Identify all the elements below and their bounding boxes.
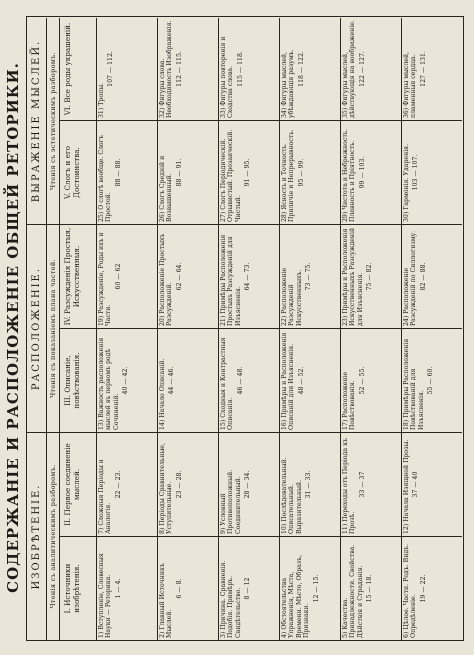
lesson-text: 15) Сходныя и Контрастныя Описанія. (220, 337, 235, 430)
page-range: 46 — 48. (236, 366, 244, 395)
table-cell (341, 328, 402, 432)
table-cell (402, 328, 462, 432)
table-cell (280, 224, 341, 328)
lesson-text: 9) Условный Противоположный. Соединительный. (220, 469, 242, 534)
lesson-text: 4) Обстоятельства Упражненія, Мѣста, Времени. Мѣсто, Образъ, Признаки. (281, 554, 311, 638)
reading-row-aesthetic: Чтенія съ эстетическимъ разборомъ. (47, 18, 60, 224)
section-header-arrangement: РАСПОЛОЖЕНІЕ. (27, 224, 47, 432)
column-heading-5: V. Слогъ и его Достоинства. (60, 120, 97, 224)
lesson-text: 1) Вступленіе, Словесныя Науки — Реторика. (98, 553, 113, 638)
table-cell (219, 328, 280, 432)
table-cell (219, 432, 280, 536)
lesson-text: 3) Причина. Сравненія. Подобія. Примѣръ. Свидѣтельство. (220, 560, 242, 638)
table-cell (219, 120, 280, 224)
lesson-text: 25) О слогѣ вообще. Слогъ Простой. (98, 135, 113, 222)
table-cell (341, 432, 402, 536)
page-range: 44 — 46. (168, 366, 176, 395)
column-heading-3: III. Описаніе, повѣствованія. (60, 328, 97, 432)
page-range: 15 — 18. (366, 574, 374, 603)
lesson-text: 17) Расположеніе Повѣствованія. (342, 371, 357, 430)
page-range: 1 — 4. (114, 578, 122, 599)
page-range: 82 — 88. (419, 262, 427, 291)
table-cell (341, 224, 402, 328)
page-range: 52 — 55. (358, 366, 366, 395)
lesson-text: 5) Качества. Принадлежности. Свойства. Дѣйствія и Страданія. (342, 544, 364, 638)
table-cell (280, 536, 341, 640)
table-cell (402, 536, 462, 640)
page-range: 8 — 12 (244, 577, 252, 600)
lesson-text: 24) Расположеніе Разсужденій по Силлогизму. (403, 230, 418, 326)
lesson-text: 18) Примѣры Расположенія Повѣствованій для Изъясненія. (403, 338, 425, 430)
section-header-expression: ВЫРАЖЕНІЕ МЫСЛЕЙ. (27, 18, 47, 224)
page-title: СОДЕРЖАНІЕ И РАСПОЛОЖЕНІЕ ОБЩЕЙ РЕТОРИКИ. (4, 62, 22, 593)
lesson-text: 27) Слогъ Періодическій. Отрывистый. Прозаическій. Чистый. (220, 129, 242, 222)
table-cell (219, 536, 280, 640)
page-range: 88 — 88. (114, 158, 122, 187)
page-range: 73 — 75. (305, 262, 313, 291)
table-cell (97, 224, 158, 328)
column-heading-1: I. Источники изобрѣтенія. (60, 536, 97, 640)
lesson-text: 30) Гармонія. Ударенія. (403, 143, 410, 222)
page-range: 62 — 64. (175, 262, 183, 291)
page-range: 55 — 60. (427, 366, 435, 395)
column-heading-6: VI. Все роды украшеній. (60, 18, 97, 120)
page-range: 91 — 95. (244, 158, 252, 187)
table-cell (97, 18, 158, 120)
lesson-text: 22) Расположеніе Разсужденій Искусственныхъ. (281, 267, 303, 326)
page-range: 6 — 8. (175, 578, 183, 599)
page-range: 31 — 33. (305, 470, 313, 499)
page-range: 37 — 40 (412, 471, 420, 498)
page-range: 88 — 91. (175, 158, 183, 187)
contents-table (26, 16, 464, 641)
table-cell (158, 120, 219, 224)
page-range: 12 — 15. (312, 574, 320, 603)
lesson-text: 31) Тропы. (98, 82, 105, 118)
page-range: 75 — 82. (366, 262, 374, 291)
lesson-text: 36) Фигуры мыслей, пламенныя сердца. (403, 51, 418, 118)
page-range: 64 — 73. (244, 262, 252, 291)
table-cell (158, 536, 219, 640)
table-cell (158, 328, 219, 432)
table-cell (402, 18, 462, 120)
page-range: 33 — 37 (358, 471, 366, 498)
lesson-text: 16) Примѣры и Расположенія Описаній для Изъясненія. (281, 332, 296, 430)
lesson-text: 35) Фигуры мыслей, дѣйствующія на воображеніе. (342, 20, 357, 118)
lesson-text: 8) Періоды Сравнительные, Уступительные. (159, 443, 174, 534)
table-cell (341, 536, 402, 640)
page-range: 48 — 52. (297, 366, 305, 395)
table-cell (402, 224, 462, 328)
page-range: 127 — 131. (419, 51, 427, 87)
lesson-text: 7) Сложныя Періоды и Аналогія. (98, 459, 113, 534)
lesson-text: 33) Фигуры повторенія и Сходства слова. (220, 36, 235, 118)
column-heading-4: IV. Разсужденія Простыя, Искусственныя. (60, 224, 97, 328)
page-range: 122 — 127. (358, 51, 366, 87)
table-cell (97, 120, 158, 224)
page-range: 103 — 107. (412, 154, 420, 191)
lesson-text: 29) Чистота и Небрежность. Плавность и Пріятность. (342, 128, 357, 222)
lesson-text: 32) Фигуры слова. Необходимость Изображенія. (159, 20, 174, 118)
lesson-text: 21) Примѣры Расположенія Простыхъ Разсужденій для Изъясненія. (220, 234, 242, 326)
lesson-text: 28) Ясность и Точность. Приличіе и Непрерывность. (281, 129, 296, 222)
lesson-text: 26) Слогъ Средній и Возвышенный. (159, 155, 174, 222)
lesson-text: 14) Начало Описаній. (159, 358, 166, 430)
table-cell (219, 18, 280, 120)
page-range: 23 — 28. (175, 470, 183, 499)
table-cell (97, 328, 158, 432)
lesson-text: 19) Разсужденіе, Роды ихъ и Части. (98, 232, 113, 326)
page-range: 118 — 122. (297, 51, 305, 87)
table-cell (158, 18, 219, 120)
column-heading-2: II. Первое соединеніе мыслей. (60, 432, 97, 536)
table-cell (280, 18, 341, 120)
lesson-text: 11) Переходы отъ Періода къ Прозѣ. (342, 438, 357, 534)
section-header-invention: ИЗОБРѢТЕНІЕ. (27, 432, 47, 640)
lesson-text: 23) Примѣры и Расположенія Искусственныхъ Разсужденій для Изъясненія. (342, 227, 364, 326)
page-range: 95 — 99. (297, 158, 305, 187)
lesson-text: 13) Важность расположенія мыслей въ первомъ родѣ Сочиненій. (98, 337, 120, 430)
lesson-text: 20) Расположеніе Простыхъ Разсужденій. (159, 233, 174, 326)
table-cell (158, 224, 219, 328)
table-cell (402, 120, 462, 224)
table-cell (280, 120, 341, 224)
table-cell (402, 432, 462, 536)
table-cell (280, 432, 341, 536)
page-range: 115 — 118. (236, 51, 244, 87)
lesson-text: 6) Цѣлое. Части. Родъ. Видъ. Опредѣленіе. (403, 543, 418, 638)
table-cell (219, 224, 280, 328)
table-cell (341, 120, 402, 224)
table-cell (158, 432, 219, 536)
lesson-text: 34) Фигуры мыслей, убѣждающія разумъ. (281, 49, 296, 118)
page-range: 28 — 34. (244, 470, 252, 499)
reading-row-plan: Чтенія съ показаніемъ плана частей. (47, 224, 60, 432)
table-cell (280, 328, 341, 432)
lesson-text: 12) Начала Изящной Прозы. (403, 439, 410, 534)
page-range: 112 — 115. (175, 51, 183, 87)
lesson-text: 10) Послѣдовательный. Описательный. Выразительный. (281, 457, 303, 534)
page-range: 60 — 62 (114, 263, 122, 290)
table-cell (97, 432, 158, 536)
page-range: 19 — 22. (419, 574, 427, 603)
page-range: 107 — 112. (107, 51, 115, 87)
reading-row-analytic: Чтенія съ аналитическимъ разборомъ. (47, 432, 60, 640)
table-cell (97, 536, 158, 640)
lesson-text: 2) Главный Источникъ Мыслей. (159, 563, 174, 638)
page-range: 99 — 103. (358, 156, 366, 189)
page-range: 40 — 42. (122, 366, 130, 395)
table-cell (341, 18, 402, 120)
page-range: 22 — 23. (114, 470, 122, 499)
